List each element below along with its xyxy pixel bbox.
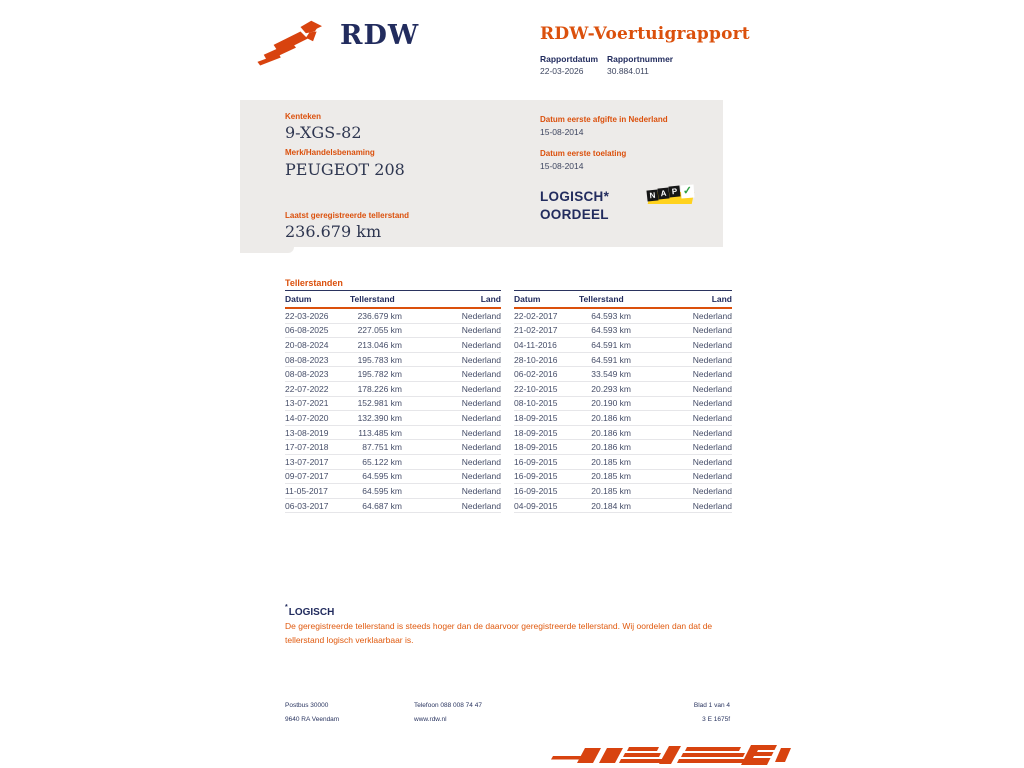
table-row [285,484,501,499]
cell-land: Nederland [461,325,501,336]
cell-land: Nederland [692,442,732,453]
cell-datum: 17-07-2018 [285,442,329,453]
cell-datum: 16-09-2015 [514,471,558,482]
footer-page-number: Blad 1 van 4 [693,702,730,709]
cell-datum: 22-10-2015 [514,383,558,394]
table-row [285,440,501,455]
cell-land: Nederland [692,471,732,482]
nap-letter-n: N [646,189,658,201]
table-row [285,455,501,470]
cell-tellerstand: 20.293 km [591,383,631,394]
cell-datum: 04-09-2015 [514,500,558,511]
kenteken-value: 9-XGS-82 [285,123,362,142]
rapportdatum-value: 22-03-2026 [540,66,584,76]
rdw-falcon-logo [254,18,338,70]
table-row [514,367,732,382]
cell-datum: 22-03-2026 [285,310,329,321]
table-row [514,470,732,485]
table-body [514,309,732,513]
table-row [285,367,501,382]
cell-tellerstand: 132.390 km [357,412,402,423]
cell-land: Nederland [461,369,501,380]
cell-datum: 22-07-2022 [285,383,329,394]
cell-land: Nederland [461,412,501,423]
cell-tellerstand: 64.591 km [591,339,631,350]
cell-tellerstand: 20.186 km [591,442,631,453]
cell-land: Nederland [692,325,732,336]
cell-land: Nederland [461,442,501,453]
cell-tellerstand: 113.485 km [358,427,402,438]
table-row [285,470,501,485]
cell-tellerstand: 64.593 km [591,310,631,321]
cell-land: Nederland [692,427,732,438]
cell-land: Nederland [692,354,732,365]
cell-land: Nederland [692,456,732,467]
table-row [285,309,501,324]
cell-datum: 06-03-2017 [285,500,329,511]
cell-land: Nederland [692,339,732,350]
nap-check-icon: ✓ [682,184,693,198]
col-header-tellerstand: Tellerstand [350,294,395,304]
cell-land: Nederland [461,398,501,409]
footer-phone: Telefoon 088 008 74 47 [414,702,482,709]
cell-datum: 08-08-2023 [285,354,329,365]
cell-tellerstand: 213.046 km [357,339,402,350]
table-header-row [514,290,732,309]
table-body [285,309,501,513]
cell-tellerstand: 236.679 km [357,310,402,321]
cell-datum: 16-09-2015 [514,485,558,496]
cell-land: Nederland [461,500,501,511]
cell-tellerstand: 178.226 km [357,383,402,394]
oordeel-line2: OORDEEL [540,207,609,222]
table-header-row [285,290,501,309]
cell-land: Nederland [461,456,501,467]
cell-tellerstand: 20.186 km [591,427,631,438]
eerste-toelating-value: 15-08-2014 [540,161,584,171]
table-row [285,338,501,353]
cell-datum: 13-08-2019 [285,427,329,438]
footer-address-line1: Postbus 30000 [285,702,329,709]
cell-datum: 20-08-2024 [285,339,329,350]
footer-website: www.rdw.nl [414,716,447,723]
col-header-datum: Datum [285,294,312,304]
cell-land: Nederland [692,500,732,511]
cell-datum: 18-09-2015 [514,427,558,438]
rapportnummer-value: 30.884.011 [607,66,649,76]
cell-tellerstand: 20.185 km [591,485,631,496]
kenteken-label: Kenteken [285,112,322,121]
table-row [514,499,732,514]
cell-land: Nederland [461,471,501,482]
tellerstanden-table-right [514,290,732,513]
cell-tellerstand: 152.981 km [357,398,402,409]
cell-datum: 08-08-2023 [285,369,329,380]
table-row [514,309,732,324]
table-row [514,353,732,368]
table-row [285,426,501,441]
cell-land: Nederland [692,383,732,394]
col-header-tellerstand: Tellerstand [579,294,624,304]
col-header-datum: Datum [514,294,541,304]
merk-label: Merk/Handelsbenaming [285,148,375,157]
table-row [514,484,732,499]
laatste-tellerstand-value: 236.679 km [285,222,382,241]
document-title: RDW-Voertuigrapport [540,24,750,44]
footnote-asterisk: * [285,604,288,611]
eerste-afgifte-value: 15-08-2014 [540,127,584,137]
cell-land: Nederland [461,354,501,365]
cell-datum: 13-07-2017 [285,456,329,467]
cell-datum: 18-09-2015 [514,412,558,423]
table-row [514,440,732,455]
cell-tellerstand: 64.591 km [591,354,631,365]
tellerstanden-title: Tellerstanden [285,278,343,288]
cell-tellerstand: 64.595 km [362,471,402,482]
table-row [514,426,732,441]
nap-letter-a: A [657,187,669,199]
cell-datum: 22-02-2017 [514,310,558,321]
table-row [285,397,501,412]
cell-land: Nederland [692,310,732,321]
nap-logo [646,183,698,209]
footer-address-line2: 9640 RA Veendam [285,716,340,723]
cell-tellerstand: 64.595 km [362,485,402,496]
cell-datum: 28-10-2016 [514,354,558,365]
cell-tellerstand: 65.122 km [362,456,402,467]
cell-datum: 18-09-2015 [514,442,558,453]
cell-land: Nederland [692,412,732,423]
table-row [285,324,501,339]
cell-land: Nederland [692,369,732,380]
cell-land: Nederland [692,485,732,496]
oordeel-line1: LOGISCH* [540,189,610,204]
merk-value: PEUGEOT 208 [285,160,405,179]
cell-datum: 14-07-2020 [285,412,329,423]
rdw-wordmark: RDW [340,20,420,51]
table-row [285,499,501,514]
cell-datum: 21-02-2017 [514,325,558,336]
table-row [514,382,732,397]
oordeel-text [540,188,609,224]
cell-tellerstand: 20.190 km [591,398,631,409]
nap-letter-p: P [668,185,680,197]
cell-tellerstand: 195.782 km [357,369,402,380]
tellerstanden-table-left [285,290,501,513]
table-row [285,411,501,426]
cell-land: Nederland [461,339,501,350]
cell-tellerstand: 64.687 km [362,500,402,511]
col-header-land: Land [711,294,732,304]
cell-datum: 13-07-2021 [285,398,329,409]
table-row [285,353,501,368]
cell-datum: 06-08-2025 [285,325,329,336]
cell-land: Nederland [692,398,732,409]
cell-tellerstand: 87.751 km [362,442,402,453]
table-row [514,455,732,470]
rapportdatum-label: Rapportdatum [540,54,599,64]
cell-land: Nederland [461,383,501,394]
cell-datum: 04-11-2016 [514,339,557,350]
table-row [514,397,732,412]
eerste-toelating-label: Datum eerste toelating [540,149,627,158]
eerste-afgifte-label: Datum eerste afgifte in Nederland [540,115,668,124]
cell-tellerstand: 20.184 km [591,500,631,511]
cell-tellerstand: 33.549 km [591,369,631,380]
cell-land: Nederland [461,310,501,321]
cell-datum: 06-02-2016 [514,369,558,380]
table-row [514,324,732,339]
laatste-tellerstand-label: Laatst geregistreerde tellerstand [285,211,410,220]
bottom-stripes-graphic [545,742,795,768]
cell-tellerstand: 20.185 km [591,471,631,482]
cell-tellerstand: 195.783 km [357,354,402,365]
cell-land: Nederland [461,485,501,496]
cell-tellerstand: 227.055 km [357,325,402,336]
cell-land: Nederland [461,427,501,438]
rapportnummer-label: Rapportnummer [607,54,674,64]
cell-datum: 11-05-2017 [285,485,328,496]
footer-form-code: 3 E 1675f [702,716,730,723]
footnote-title-text: LOGISCH [288,607,335,618]
summary-box-corner-tab [240,247,294,253]
table-row [285,382,501,397]
cell-tellerstand: 64.593 km [591,325,631,336]
footnote-title [285,604,334,618]
footnote-text: De geregistreerde tellerstand is steeds hoger dan de daarvoor geregistreerde tellerstand. Wij oordelen dan dat de tellerstand logisch verklaarbaar is. [285,621,713,645]
col-header-land: Land [480,294,501,304]
cell-tellerstand: 20.185 km [591,456,631,467]
cell-datum: 08-10-2015 [514,398,558,409]
cell-datum: 09-07-2017 [285,471,329,482]
table-row [514,338,732,353]
cell-datum: 16-09-2015 [514,456,558,467]
table-row [514,411,732,426]
cell-tellerstand: 20.186 km [591,412,631,423]
